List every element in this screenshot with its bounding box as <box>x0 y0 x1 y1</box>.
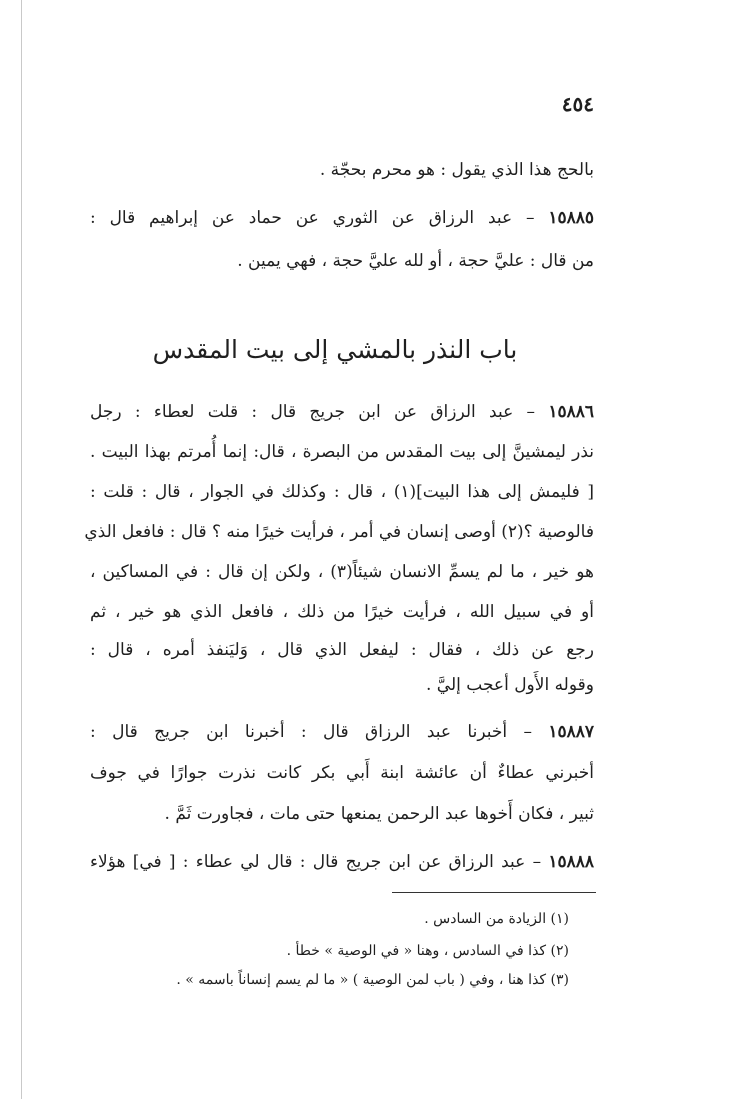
hadith-number-15885: ١٥٨٨٥ <box>548 208 594 228</box>
hadith-number-15887: ١٥٨٨٧ <box>548 722 594 742</box>
hadith-15886-text: – عبد الرزاق عن ابن جريج قال : قلت لعطاء : رجل <box>90 402 536 422</box>
page-spine-line <box>21 0 22 1099</box>
hadith-15885-line-2: من قال : عليَّ حجة ، أو لله عليَّ حجة ، فهي يمين . <box>237 251 594 271</box>
hadith-15885-text: – عبد الرزاق عن الثوري عن حماد عن إبراهيم قال : <box>90 208 535 228</box>
hadith-15887-line-3: ثبير ، فكان أَخوها عبد الرحمن يمنعها حتى مات ، فجاورت ثَمَّ . <box>164 804 594 824</box>
continuation-line-1: بالحج هذا الذي يقول : هو محرم بحجّة . <box>319 160 594 180</box>
hadith-15886-line-6: أو في سبيل الله ، فرأيت خيرًا من ذلك ، فافعل الذي هو خير ، ثم <box>90 602 594 622</box>
hadith-15886-line-8: وقوله الأَول أعجب إليَّ . <box>425 675 594 695</box>
hadith-15886-line-1 <box>90 400 594 424</box>
hadith-15886-line-5: هو خير ، ما لم يسمِّ الانسان شيئاً(٣) ، ولكن إن قال : في المساكين ، <box>90 562 594 582</box>
hadith-15886-line-3: [ فليمش إلى هذا البيت](١) ، قال : وكذلك في الجوار ، قال : قلت : <box>90 482 594 502</box>
hadith-15888-text: – عبد الرزاق عن ابن جريج قال : قال لي عطاء : [ في] هؤلاء <box>90 852 542 872</box>
hadith-15887-text: – أخبرنا عبد الرزاق قال : أخبرنا ابن جريج قال : <box>90 722 532 742</box>
hadith-number-15886: ١٥٨٨٦ <box>548 402 594 422</box>
hadith-15887-line-2: أخبرني عطاءٌ أن عائشة ابنة أَبي بكر كانت نذرت جوارًا في جوف <box>90 763 594 783</box>
footnote-divider <box>392 892 596 893</box>
page-number: ٤٥٤ <box>561 92 594 116</box>
chapter-title: باب النذر بالمشي إلى بيت المقدس <box>152 335 518 364</box>
hadith-number-15888: ١٥٨٨٨ <box>548 852 595 872</box>
hadith-15886-line-2: نذر ليمشينَّ إلى بيت المقدس من البصرة ، قال: إنما أُمرتم بهذا البيت . <box>90 442 594 462</box>
footnote-1: (١) الزيادة من السادس . <box>424 911 569 927</box>
hadith-15886-line-7: رجع عن ذلك ، فقال : ليفعل الذي قال ، وَليَنفذ أمره ، قال : <box>90 640 594 660</box>
hadith-15885-line-1 <box>90 206 594 230</box>
footnote-3: (٣) كذا هنا ، وفي ( باب لمن الوصية ) « ما لم يسم إنساناً باسمه » . <box>176 972 569 988</box>
hadith-15886-line-4: فالوصية ؟(٢) أوصى إنسان في أمر ، فرأيت خيرًا منه ؟ قال : فافعل الذي <box>84 522 594 542</box>
hadith-15887-line-1 <box>90 720 594 744</box>
footnote-2: (٢) كذا في السادس ، وهنا « في الوصية » خطأ . <box>286 943 569 959</box>
hadith-15888-line-1 <box>90 850 594 874</box>
